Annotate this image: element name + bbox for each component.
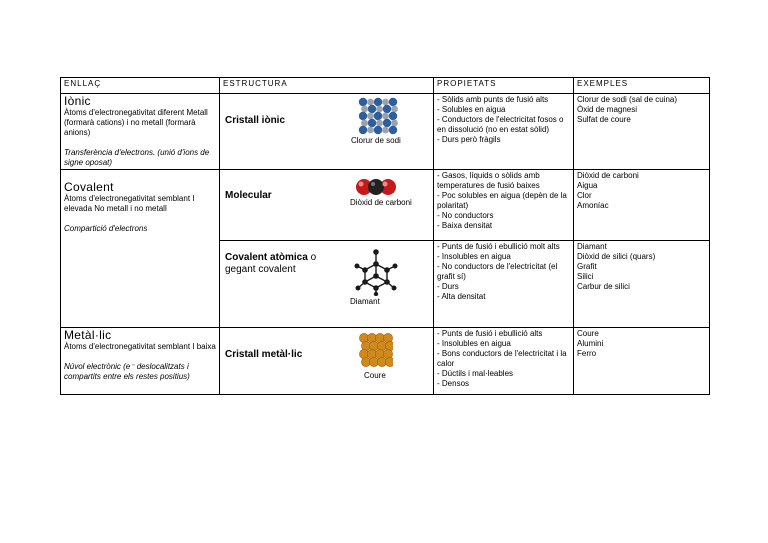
example-item: Aigua	[577, 181, 598, 190]
example-item: Clor	[577, 191, 592, 200]
header-properties: PROPIETATS	[434, 78, 574, 94]
examples-cell-atomic	[574, 241, 710, 328]
property-item: - Durs	[437, 282, 459, 291]
bond-cell-covalent	[61, 170, 220, 328]
bond-cell-metallic	[61, 328, 220, 395]
structure-cell-metallic	[220, 328, 434, 395]
property-item: - Dúctils i mal·leables	[437, 369, 514, 378]
examples-cell-metallic	[574, 328, 710, 395]
bonding-table	[60, 77, 710, 395]
property-item: - Bons conductors de l'electricitat i la calor	[437, 349, 569, 368]
sodium-chloride-crystal-image	[358, 97, 398, 135]
property-item: - Alta densitat	[437, 292, 486, 301]
property-item: - Solubles en aigua	[437, 105, 506, 114]
example-item: Amoníac	[577, 201, 609, 210]
property-item: - Punts de fusió i ebullició molt alts	[437, 242, 560, 251]
image-caption: Coure	[364, 371, 386, 380]
bond-title: Metàl·lic	[64, 328, 112, 342]
property-item: - Gasos, líquids o sòlids amb temperatures de fusió baixes	[437, 171, 542, 190]
property-item: - No conductors de l'electricitat (el grafit sí)	[437, 262, 560, 281]
image-caption: Diamant	[350, 297, 380, 306]
bond-title: Covalent	[64, 180, 114, 194]
diamond-lattice-image	[353, 248, 399, 296]
example-item: Alumini	[577, 339, 604, 348]
bond-description: Àtoms d'electronegativitat semblant I elevada No metall i no metall	[64, 194, 195, 213]
carbon-dioxide-molecule-image	[355, 177, 397, 197]
example-item: Silici	[577, 272, 594, 281]
property-item: - Durs però fràgils	[437, 135, 501, 144]
property-item: - No conductors	[437, 211, 494, 220]
example-item: Diòxid de carboni	[577, 171, 639, 180]
properties-cell-atomic	[434, 241, 574, 328]
structure-cell-atomic	[220, 241, 434, 328]
property-item: - Punts de fusió i ebullició alts	[437, 329, 543, 338]
structure-label: Covalent atòmica o gegant covalent	[225, 252, 317, 275]
property-item: - Insolubles en aigua	[437, 339, 511, 348]
structure-label: Cristall iònic	[225, 115, 286, 126]
properties-cell-metallic	[434, 328, 574, 395]
bond-note: Núvol electrònic (e⁻ deslocalitzats i compartits entre els restes positius)	[64, 362, 190, 381]
example-item: Diòxid de silici (quars)	[577, 252, 656, 261]
example-item: Diamant	[577, 242, 607, 251]
header-bond: ENLLAÇ	[61, 78, 220, 94]
bond-cell-ionic	[61, 94, 220, 170]
bond-note: Transferència d'electrons. (unió d'ions de signe oposat)	[64, 148, 210, 167]
property-item: - Conductors de l'electricitat fosos o en dissolució (no en estat sòlid)	[437, 115, 566, 134]
image-caption: Clorur de sodi	[351, 136, 401, 145]
example-item: Òxid de magnesi	[577, 105, 638, 114]
structure-cell-molecular	[220, 170, 434, 241]
examples-cell-ionic	[574, 94, 710, 170]
example-item: Grafit	[577, 262, 597, 271]
structure-cell-ionic	[220, 94, 434, 170]
example-item: Clorur de sodi (sal de cuina)	[577, 95, 678, 104]
bond-title: Iònic	[64, 94, 91, 108]
structure-label: Cristall metàl·lic	[225, 349, 303, 360]
examples-cell-molecular	[574, 170, 710, 241]
property-item: - Poc solubles en aigua (depèn de la polaritat)	[437, 191, 570, 210]
properties-cell-molecular	[434, 170, 574, 241]
example-item: Carbur de silici	[577, 282, 630, 291]
structure-label: Molecular	[225, 190, 272, 201]
copper-lattice-image	[359, 333, 393, 367]
property-item: - Densos	[437, 379, 470, 388]
header-structure: ESTRUCTURA	[220, 78, 434, 94]
property-item: - Sòlids amb punts de fusió alts	[437, 95, 549, 104]
bond-description: Àtoms d'electronegativitat semblant I baixa	[64, 342, 216, 351]
image-caption: Diòxid de carboni	[350, 198, 412, 207]
example-item: Ferro	[577, 349, 597, 358]
bond-description: Àtoms d'electronegativitat diferent Metall (formarà cations) i no metall (formarà anions)	[64, 108, 208, 137]
bond-note: Compartició d'electrons	[64, 224, 148, 233]
header-examples: EXEMPLES	[574, 78, 710, 94]
example-item: Sulfat de coure	[577, 115, 631, 124]
example-item: Coure	[577, 329, 599, 338]
property-item: - Baixa densitat	[437, 221, 493, 230]
property-item: - Insolubles en aigua	[437, 252, 511, 261]
properties-cell-ionic	[434, 94, 574, 170]
